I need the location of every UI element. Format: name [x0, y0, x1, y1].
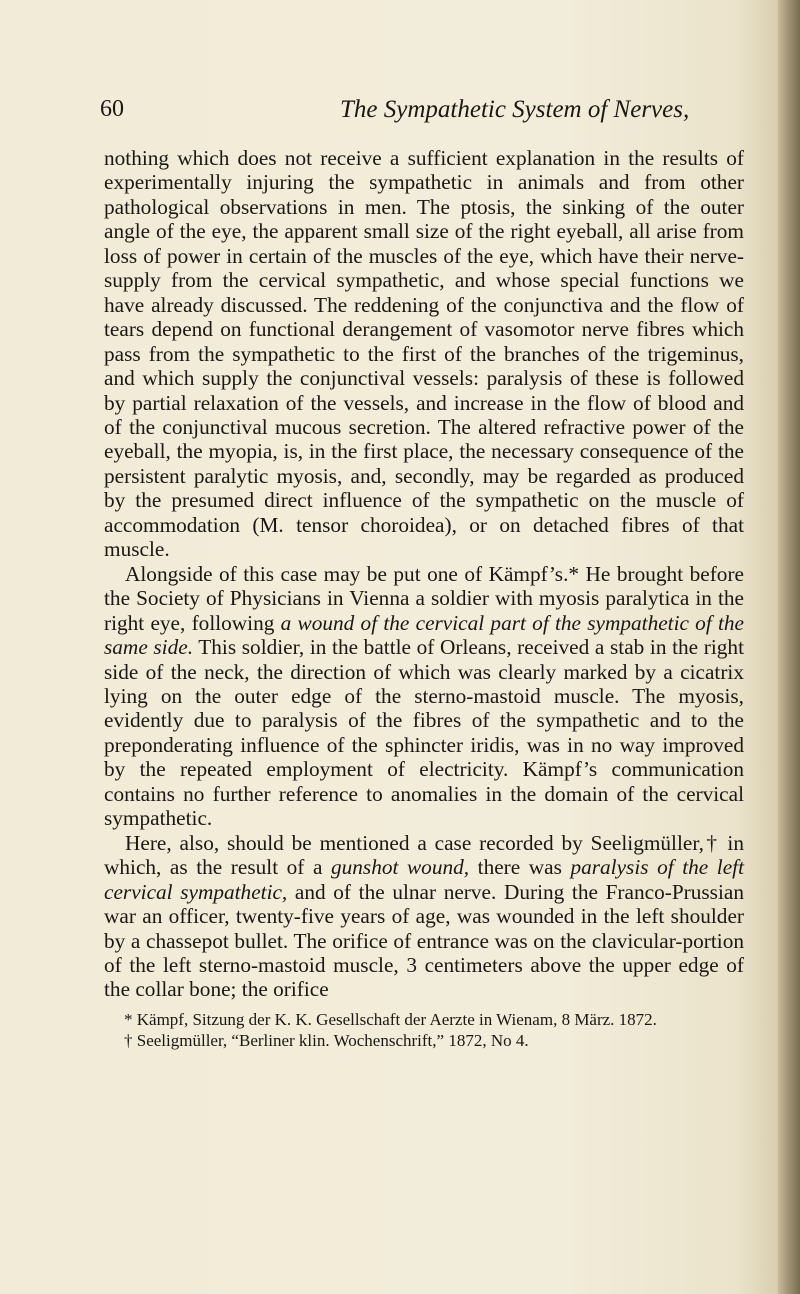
page-number: 60 — [100, 96, 124, 122]
paragraph-2-text-b: This soldier, in the battle of Orleans, received a stab in the right side of the neck, the direction of which was clearly marked by a cicatrix lying on the outer edge of the sterno-mastoid muscle. The myosis, evidently due to paralysis of the fibres of the sympathetic and to the preponderating influence of the sphincter iridis, was in no way improved by the repeated employment of electricity. Kämpf’s communication contains no further reference to anomalies in the domain of the cervical sympathetic. — [104, 635, 744, 831]
paragraph-3-text-c: and of the ulnar nerve. During the Franco-Prussian war an officer, twenty-five years of age, was wounded in the left shoulder by a chassepot bullet. The orifice of entrance was on the clavicular-portion of the left sterno-mastoid muscle, 3 centimeters above the upper edge of the collar bone; the orifice — [104, 879, 744, 1002]
running-title: The Sympathetic System of Nerves, — [340, 96, 690, 123]
paragraph-2-italic: a wound of the cervical part of the sympathetic of the same side. — [104, 610, 745, 660]
footnotes — [104, 1009, 744, 1051]
paragraph-2-text-a: Alongside of this case may be put one of Kämpf’s.* He brought before the Society of Physicians in Vienna a soldier with myosis paralytica in the right eye, following — [104, 561, 744, 635]
paragraph-3-text-a: Here, also, should be mentioned a case recorded by Seeligmüller,† in which, as the result of a — [104, 830, 744, 880]
main-text — [104, 146, 744, 1002]
footnote-seeligmuller: † Seeligmüller, “Berliner klin. Wochenschrift,” 1872, No 4. — [124, 1031, 529, 1050]
paragraph-3-italic-2: paralysis of the left cervical sympathetic, — [104, 855, 744, 904]
footnote-kampf: * Kämpf, Sitzung der K. K. Gesellschaft der Aerzte in Wienam, 8 März. 1872. — [124, 1010, 657, 1029]
paragraph-3 — [104, 831, 744, 1002]
page-binding-edge — [778, 0, 800, 1294]
paragraph-3-text-b: there was — [469, 855, 571, 880]
paragraph-3-italic-1: gunshot wound, — [330, 855, 470, 880]
paragraph-1: nothing which does not receive a sufficient explanation in the results of experimentally injuring the sympathetic in animals and from other pathological observations in men. The ptosis, the sinking of the outer angle of the eye, the apparent small size of the right eyeball, all arise from loss of power in certain of the muscles of the eye, which have their nerve-supply from the cervical sympathetic, and whose special functions we have already discussed. The reddening of the conjunctiva and the flow of tears depend on functional derangement of vasomotor nerve fibres which pass from the sympathetic to the first of the branches of the trigeminus, and which supply the conjunctival vessels: paralysis of these is followed by partial relaxation of the vessels, and increase in the flow of blood and of the conjunctival mucous secretion. The altered refractive power of the eyeball, the myopia, is, in the first place, the necessary consequence of the persistent paralytic myosis, and, secondly, may be regarded as produced by the presumed direct influence of the sympathetic on the muscle of accommodation (M. tensor choroidea), or on detached fibres of that muscle. — [104, 146, 744, 562]
paragraph-2 — [104, 562, 744, 831]
